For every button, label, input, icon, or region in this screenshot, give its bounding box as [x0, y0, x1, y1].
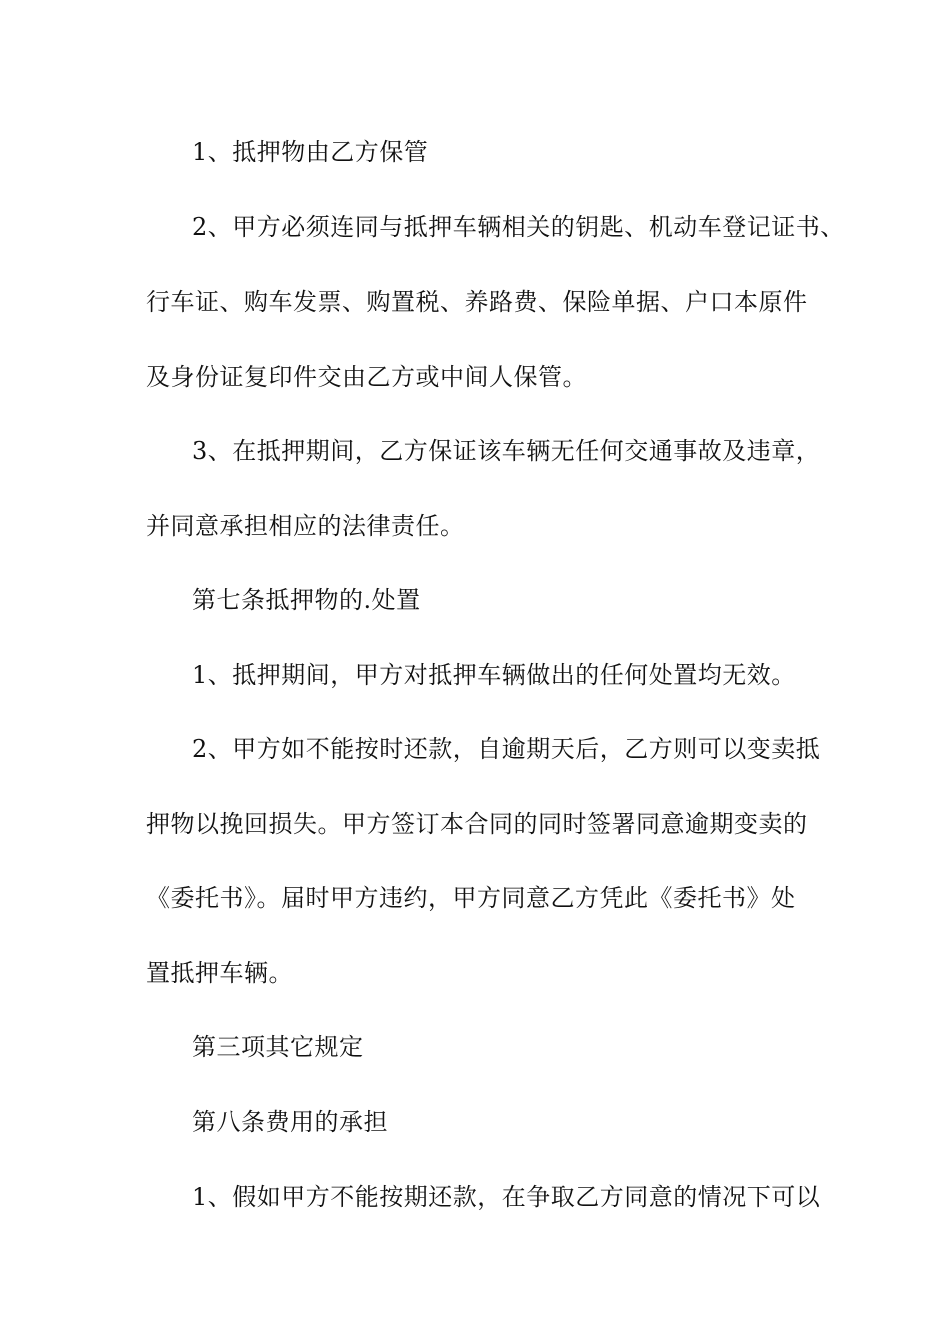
- paragraph-line: 1、抵押物由乙方保管: [192, 138, 429, 166]
- paragraph-line: 3、在抵押期间，乙方保证该车辆无任何交通事故及违章，: [192, 437, 821, 465]
- paragraph-line: 1、抵押期间，甲方对抵押车辆做出的任何处置均无效。: [192, 661, 796, 689]
- paragraph-line: 押物以挽回损失。甲方签订本合同的同时签署同意逾期变卖的: [146, 810, 808, 838]
- paragraph-line: 及身份证复印件交由乙方或中间人保管。: [146, 363, 587, 391]
- section-heading: 第三项其它规定: [192, 1033, 364, 1061]
- paragraph-line: 《委托书》。届时甲方违约，甲方同意乙方凭此《委托书》处: [146, 884, 796, 912]
- paragraph-line: 行车证、购车发票、购置税、养路费、保险单据、户口本原件: [146, 288, 808, 316]
- paragraph-line: 2、甲方如不能按时还款，自逾期天后，乙方则可以变卖抵: [192, 735, 821, 763]
- section-heading: 第七条抵押物的.处置: [192, 586, 421, 614]
- paragraph-line: 并同意承担相应的法律责任。: [146, 512, 465, 540]
- paragraph-line: 1、假如甲方不能按期还款，在争取乙方同意的情况下可以: [192, 1183, 821, 1211]
- paragraph-line: 2、甲方必须连同与抵押车辆相关的钥匙、机动车登记证书、: [192, 213, 845, 241]
- section-heading: 第八条费用的承担: [192, 1108, 388, 1136]
- paragraph-line: 置抵押车辆。: [146, 959, 293, 987]
